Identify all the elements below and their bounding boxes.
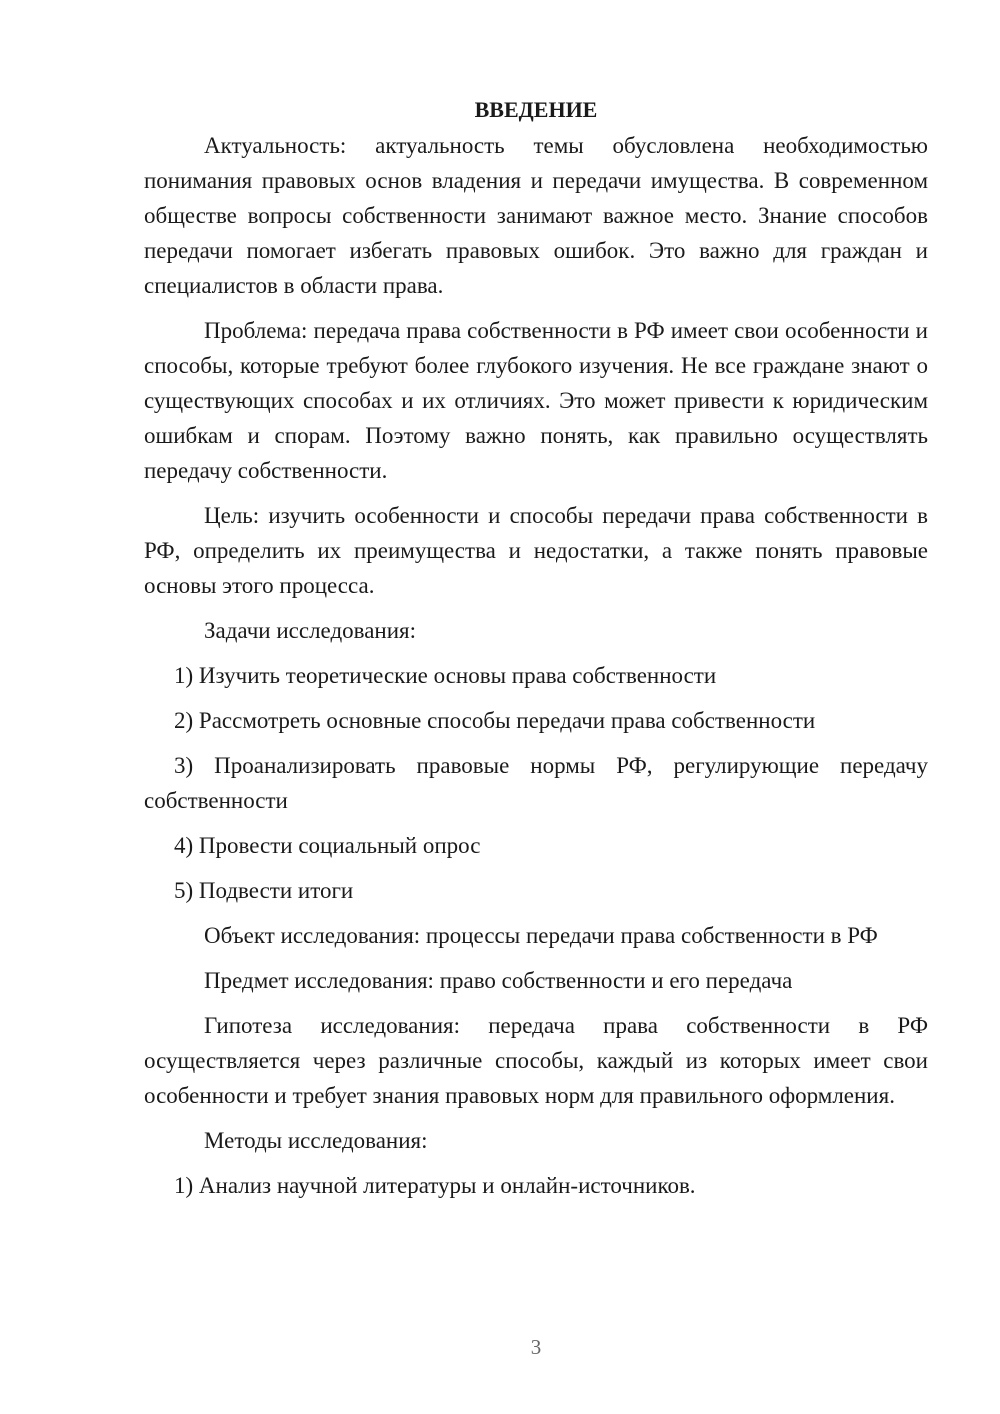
goal-paragraph: Цель: изучить особенности и способы передачи права собственности в РФ, определить их преимущества и недостатки, а также понять правовые основы этого процесса.	[144, 503, 928, 598]
task-item-4: 4) Провести социальный опрос	[174, 833, 481, 858]
object-paragraph: Объект исследования: процессы передачи права собственности в РФ	[204, 923, 878, 948]
page-number: 3	[530, 1335, 542, 1359]
hypothesis-paragraph: Гипотеза исследования: передача права собственности в РФ осуществляется через различные способы, каждый из которых имеет свои особенности и требует знания правовых норм для правильного оформления.	[144, 1013, 928, 1108]
relevance-paragraph: Актуальность: актуальность темы обусловлена необходимостью понимания правовых основ владения и передачи имущества. В современном обществе вопросы собственности занимают важное место. Знание способов передачи помогает избегать правовых ошибок. Это важно для граждан и специалистов в области права.	[144, 133, 928, 298]
task-item-1: 1) Изучить теоретические основы права собственности	[174, 663, 717, 688]
problem-paragraph: Проблема: передача права собственности в РФ имеет свои особенности и способы, которые требуют более глубокого изучения. Не все граждане знают о существующих способах и их отличиях. Это может привести к юридическим ошибкам и спорам. Поэтому важно понять, как правильно осуществлять передачу собственности.	[144, 318, 928, 483]
method-item-1: 1) Анализ научной литературы и онлайн-источников.	[174, 1173, 696, 1198]
task-item-2: 2) Рассмотреть основные способы передачи права собственности	[174, 708, 816, 733]
section-title: ВВЕДЕНИЕ	[474, 97, 598, 122]
task-item-3: 3) Проанализировать правовые нормы РФ, регулирующие передачу собственности	[144, 753, 928, 813]
page-body	[144, 92, 928, 1213]
subject-paragraph: Предмет исследования: право собственности и его передача	[204, 968, 793, 993]
tasks-heading: Задачи исследования:	[204, 618, 417, 643]
methods-heading: Методы исследования:	[204, 1128, 428, 1153]
task-item-5: 5) Подвести итоги	[174, 878, 354, 903]
